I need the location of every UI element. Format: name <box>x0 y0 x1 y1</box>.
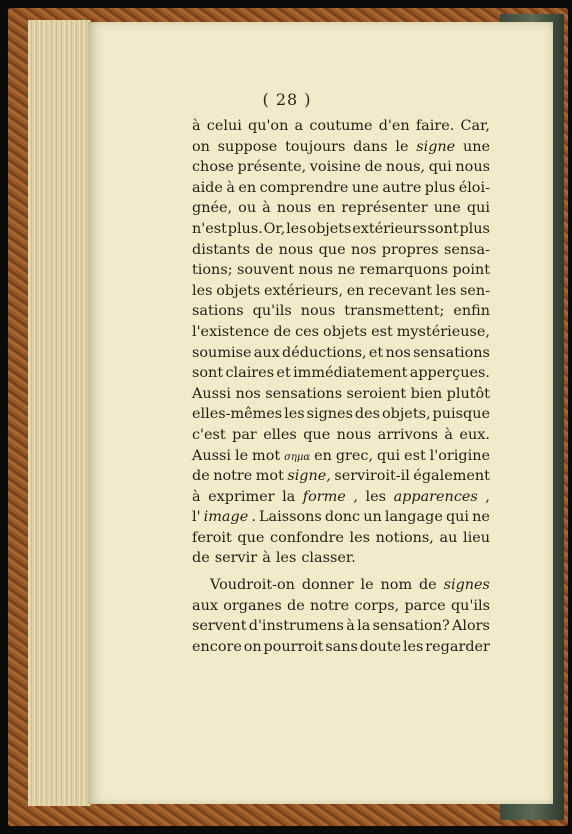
text-line: tions; souvent nous ne remarquons point <box>192 262 490 279</box>
text-line: servent d'instrumens à la sensation? Alors <box>192 618 490 635</box>
text-line: sations qu'ils nous transmettent; enfin <box>192 303 490 320</box>
text-line: à celui qu'on a coutume d'en faire. Car, <box>192 118 490 134</box>
text-line: chose présente, voisine de nous, qui nous <box>192 159 490 176</box>
text-line: on suppose toujours dans le signe une <box>192 138 490 155</box>
page-text <box>192 116 490 657</box>
text-line: gnée, ou à nous en représenter une qui <box>192 200 490 217</box>
text-line: de servir à les classer. <box>192 550 356 567</box>
text-line: distants de nous que nos propres sensa- <box>192 241 490 258</box>
text-line: de notre mot signe, serviroit-il également <box>192 468 490 485</box>
text-line: l'existence de ces objets est mystérieuse, <box>192 323 490 340</box>
text-line: à exprimer la forme , les apparences , <box>192 488 490 505</box>
text-line: encore on pourroit sans doute les regarder <box>192 638 490 655</box>
text-line: elles-mêmes les signes des objets, puisque <box>192 406 490 423</box>
text-line: aide à en comprendre une autre plus éloi- <box>192 179 490 196</box>
text-line: sont claires et immédiatement apperçues. <box>192 365 490 382</box>
text-line: feroit que confondre les notions, au lieu <box>192 529 490 546</box>
text-line: Aussi le mot σημα en grec, qui est l'origine <box>192 447 490 464</box>
page-stack-edge <box>28 20 91 806</box>
text-line: soumise aux déductions, et nos sensations <box>192 344 490 361</box>
text-line: aux organes de notre corps, parce qu'ils <box>192 597 490 614</box>
text-line: c'est par elles que nous arrivons à eux. <box>192 426 490 443</box>
text-line: Voudroit-on donner le nom de signes <box>210 577 490 594</box>
text-line: n'est plus. Or, les objets extérieurs sont plus <box>192 220 490 237</box>
page-number: ( 28 ) <box>262 90 312 109</box>
text-line: les objets extérieurs, en recevant les sen- <box>192 282 490 299</box>
text-line: Aussi nos sensations seroient bien plutôt <box>192 385 490 402</box>
text-line: l' image . Laissons donc un langage qui ne <box>192 509 490 526</box>
